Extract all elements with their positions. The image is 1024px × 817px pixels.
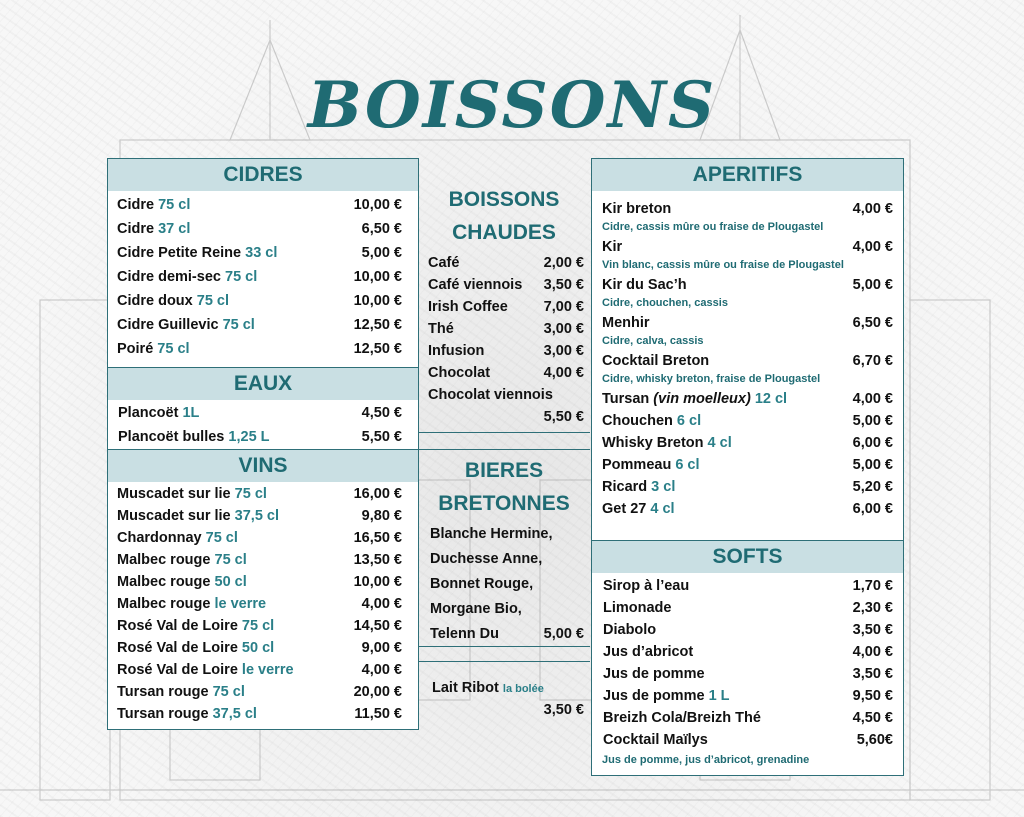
- list-item: [108, 313, 418, 337]
- beer-name: Telenn Du: [430, 626, 500, 642]
- item-price: 4,00 €: [852, 644, 893, 660]
- vins-list: [108, 482, 418, 725]
- list-item: [592, 641, 903, 663]
- item-price: 10,00 €: [353, 574, 402, 590]
- item-note: Cidre, chouchen, cassis: [602, 297, 728, 309]
- item-price: 4,00 €: [852, 239, 893, 255]
- list-item: [418, 622, 590, 647]
- item-name: Chocolat viennois: [428, 387, 553, 403]
- item-volume: 37,5 cl: [234, 508, 279, 524]
- item-name: Diabolo: [603, 622, 657, 638]
- item-name: Cidre doux: [117, 293, 197, 309]
- item-price: 6,50 €: [361, 221, 402, 237]
- item-name: Pommeau: [602, 457, 676, 473]
- item-volume: 37 cl: [158, 221, 191, 237]
- cidres-section: [107, 158, 419, 369]
- item-volume: 3 cl: [651, 479, 676, 495]
- item-price: 20,00 €: [353, 684, 402, 700]
- list-item: [592, 663, 903, 685]
- item-price: 3,50 €: [543, 702, 584, 718]
- item-price: 6,70 €: [852, 353, 893, 369]
- item-price: 5,50 €: [543, 409, 584, 425]
- softs-note: Jus de pomme, jus d’abricot, grenadine: [602, 754, 810, 766]
- bieres-heading-1: BIERES: [464, 459, 544, 482]
- item-price: 6,00 €: [852, 501, 893, 517]
- item-name: Jus de pomme: [603, 666, 705, 682]
- item-name: Plancoët bulles: [118, 429, 229, 445]
- list-item: [592, 432, 903, 454]
- item-price: 3,50 €: [543, 277, 584, 293]
- bieres-heading-2: BRETONNES: [438, 492, 570, 515]
- item-volume: 75 cl: [205, 530, 238, 546]
- chaudes-heading-1: BOISSONS: [448, 188, 560, 211]
- item-volume: 75 cl: [214, 552, 247, 568]
- item-price: 9,50 €: [852, 688, 893, 704]
- item-volume: 75 cl: [158, 197, 191, 213]
- list-item: [418, 699, 590, 721]
- list-item: [108, 337, 418, 361]
- item-volume: 33 cl: [245, 245, 278, 261]
- list-item: [108, 505, 418, 527]
- cidres-list: [108, 191, 418, 361]
- page-title: BOISSONS: [307, 68, 717, 143]
- list-item: [108, 549, 418, 571]
- item-volume: 75 cl: [241, 618, 275, 634]
- item-volume: 1,25 L: [228, 429, 270, 445]
- item-volume: 1 L: [708, 688, 730, 704]
- item-name: Cidre demi-sec: [117, 269, 225, 285]
- list-item: [592, 619, 903, 641]
- list-item: [418, 340, 590, 362]
- item-name: Muscadet sur lie: [117, 508, 235, 524]
- item-price: 4,00 €: [361, 662, 402, 678]
- list-item: [108, 703, 418, 725]
- item-volume: 12 cl: [750, 391, 788, 407]
- item-price: 12,50 €: [353, 317, 402, 333]
- item-name: Rosé Val de Loire: [117, 640, 242, 656]
- softs-section: [591, 540, 904, 776]
- item-name: Thé: [428, 321, 454, 337]
- list-item: [418, 597, 590, 622]
- item-price: 16,50 €: [353, 530, 402, 546]
- item-volume: 6 cl: [675, 457, 700, 473]
- eaux-list: [108, 400, 418, 449]
- item-name: Muscadet sur lie: [117, 486, 235, 502]
- list-item: [108, 527, 418, 549]
- list-item: [418, 362, 590, 384]
- eaux-heading: EAUX: [108, 368, 418, 400]
- item-name: Chardonnay: [117, 530, 206, 546]
- list-item: [592, 410, 903, 432]
- softs-list: [592, 573, 903, 751]
- list-item: [592, 236, 903, 258]
- list-item: [418, 296, 590, 318]
- bieres-section: [418, 454, 590, 647]
- item-name: Rosé Val de Loire: [117, 662, 242, 678]
- item-price: 4,50 €: [852, 710, 893, 726]
- item-price: 3,00 €: [543, 343, 584, 359]
- item-name: Breizh Cola/Breizh Thé: [603, 710, 761, 726]
- item-volume: 75 cl: [225, 269, 258, 285]
- list-item: [108, 483, 418, 505]
- list-item: [592, 312, 903, 334]
- chaudes-heading-2: CHAUDES: [452, 221, 556, 244]
- divider: [418, 646, 590, 647]
- item-name: Poiré: [117, 341, 158, 357]
- list-item: [108, 637, 418, 659]
- item-volume: 4 cl: [707, 435, 732, 451]
- item-price: 10,00 €: [353, 197, 402, 213]
- item-price: 6,50 €: [852, 315, 893, 331]
- item-unit: la bolée: [502, 683, 544, 695]
- item-style: (vin moelleux): [653, 391, 751, 407]
- item-name: Menhir: [602, 315, 650, 331]
- item-price: 14,50 €: [353, 618, 402, 634]
- item-price: 6,00 €: [852, 435, 893, 451]
- beer-name: Duchesse Anne,: [430, 551, 543, 567]
- item-name: Ricard: [602, 479, 652, 495]
- item-name: Cocktail Breton: [602, 353, 710, 369]
- item-name: Jus de pomme: [603, 688, 709, 704]
- item-price: 4,00 €: [543, 365, 584, 381]
- list-item: [592, 476, 903, 498]
- item-price: 3,50 €: [852, 622, 893, 638]
- item-name: Limonade: [603, 600, 672, 616]
- bieres-list: [418, 522, 590, 647]
- item-name: Kir du Sac’h: [602, 277, 687, 293]
- item-volume: 75 cl: [222, 317, 255, 333]
- aperitifs-heading: APERITIFS: [592, 159, 903, 191]
- list-item: [108, 615, 418, 637]
- item-price: 3,00 €: [543, 321, 584, 337]
- item-name: Chouchen: [602, 413, 677, 429]
- beer-name: Bonnet Rouge,: [430, 576, 534, 592]
- item-name: Tursan rouge: [117, 684, 213, 700]
- list-item: [108, 659, 418, 681]
- list-item: [108, 593, 418, 615]
- list-item: [418, 547, 590, 572]
- item-price: 2,30 €: [852, 600, 893, 616]
- item-name: Tursan rouge: [117, 706, 213, 722]
- item-name: Cidre: [117, 197, 159, 213]
- item-price: 5,50 €: [361, 429, 402, 445]
- item-name: Malbec rouge: [117, 574, 215, 590]
- item-name: Chocolat: [428, 365, 491, 381]
- item-price: 13,50 €: [353, 552, 402, 568]
- item-price: 7,00 €: [543, 299, 584, 315]
- list-item: [418, 677, 590, 699]
- item-name: Sirop à l’eau: [603, 578, 690, 594]
- list-item: [592, 729, 903, 751]
- aperitifs-list: [592, 191, 903, 388]
- item-price: 9,00 €: [361, 640, 402, 656]
- item-note: Cidre, calva, cassis: [602, 335, 704, 347]
- list-item: [592, 198, 903, 220]
- lait-section: [418, 677, 590, 721]
- item-price: 9,80 €: [361, 508, 402, 524]
- item-name: Malbec rouge: [117, 552, 215, 568]
- item-price: 10,00 €: [353, 269, 402, 285]
- list-item: [592, 274, 903, 296]
- eaux-section: [107, 367, 419, 451]
- list-item: [108, 425, 418, 449]
- item-price: 4,50 €: [361, 405, 402, 421]
- list-item: [418, 572, 590, 597]
- item-name: Cidre Guillevic: [117, 317, 223, 333]
- item-note: Cidre, cassis mûre ou fraise de Plougastel: [602, 221, 824, 233]
- list-item: [592, 707, 903, 729]
- list-item: [592, 350, 903, 372]
- item-volume: 75 cl: [196, 293, 230, 309]
- item-price: 4,00 €: [361, 596, 402, 612]
- list-item: [418, 384, 590, 406]
- item-volume: 75 cl: [234, 486, 267, 502]
- softs-heading: SOFTS: [592, 541, 903, 573]
- item-volume: 37,5 cl: [212, 706, 257, 722]
- list-item: [418, 274, 590, 296]
- item-name: Tursan: [602, 391, 654, 407]
- item-price: 5,00 €: [361, 245, 402, 261]
- item-name: Café viennois: [428, 277, 523, 293]
- item-volume: 1L: [182, 405, 200, 421]
- list-item: [108, 401, 418, 425]
- item-name: Café: [428, 255, 460, 271]
- divider: [418, 449, 590, 450]
- item-price: 16,00 €: [353, 486, 402, 502]
- item-name: Kir: [602, 239, 623, 255]
- aperitifs-section: [591, 158, 904, 542]
- list-item: [108, 217, 418, 241]
- item-volume: 75 cl: [212, 684, 245, 700]
- vins-heading: VINS: [108, 450, 418, 482]
- vins-section: [107, 449, 419, 730]
- item-name: Whisky Breton: [602, 435, 708, 451]
- item-price: 4,00 €: [852, 391, 893, 407]
- list-item: [592, 498, 903, 520]
- item-volume: 75 cl: [157, 341, 190, 357]
- item-name: Infusion: [428, 343, 485, 359]
- list-item: [418, 252, 590, 274]
- list-item: [418, 522, 590, 547]
- list-item: [108, 289, 418, 313]
- item-name: Malbec rouge: [117, 596, 215, 612]
- item-name: Cocktail Maïlys: [603, 732, 708, 748]
- list-item: [108, 571, 418, 593]
- item-volume: le verre: [241, 662, 294, 678]
- item-name: Irish Coffee: [428, 299, 508, 315]
- item-volume: 50 cl: [241, 640, 275, 656]
- item-name: Plancoët: [118, 405, 183, 421]
- item-price: 5,60€: [856, 732, 893, 748]
- item-price: 5,00 €: [852, 413, 893, 429]
- list-item: [592, 597, 903, 619]
- item-name: Lait Ribot: [432, 680, 503, 696]
- item-price: 11,50 €: [354, 706, 402, 722]
- list-item: [592, 454, 903, 476]
- item-volume: le verre: [214, 596, 267, 612]
- item-name: Kir breton: [602, 201, 672, 217]
- item-price: 12,50 €: [353, 341, 402, 357]
- chaudes-list: [418, 252, 590, 384]
- item-price: 5,00 €: [852, 277, 893, 293]
- item-volume: 4 cl: [650, 501, 675, 517]
- list-item: [418, 318, 590, 340]
- item-volume: 50 cl: [214, 574, 247, 590]
- item-volume: 6 cl: [676, 413, 702, 429]
- item-note: Vin blanc, cassis mûre ou fraise de Plougastel: [602, 259, 844, 271]
- item-note: Cidre, whisky breton, fraise de Plougastel: [602, 373, 821, 385]
- item-price: 2,00 €: [543, 255, 584, 271]
- item-price: 1,70 €: [852, 578, 893, 594]
- item-name: Get 27: [602, 501, 651, 517]
- item-name: Cidre Petite Reine: [117, 245, 246, 261]
- list-item: [108, 681, 418, 703]
- item-price: 5,00 €: [543, 626, 584, 642]
- list-item: [108, 193, 418, 217]
- item-name: Rosé Val de Loire: [117, 618, 242, 634]
- list-item: [592, 685, 903, 707]
- list-item: [592, 388, 903, 410]
- item-price: 5,20 €: [852, 479, 893, 495]
- cidres-heading: CIDRES: [108, 159, 418, 191]
- divider: [418, 432, 590, 433]
- divider: [418, 661, 590, 662]
- aperitifs-more-list: [592, 410, 903, 520]
- item-name: Jus d’abricot: [603, 644, 694, 660]
- item-price: 5,00 €: [852, 457, 893, 473]
- list-item: [108, 265, 418, 289]
- beer-name: Blanche Hermine,: [430, 526, 553, 542]
- list-item: [418, 406, 590, 428]
- chaudes-section: [418, 183, 590, 428]
- list-item: [592, 575, 903, 597]
- item-price: 4,00 €: [852, 201, 893, 217]
- beer-name: Morgane Bio,: [430, 601, 522, 617]
- list-item: [108, 241, 418, 265]
- item-price: 10,00 €: [353, 293, 402, 309]
- item-name: Cidre: [117, 221, 159, 237]
- item-price: 3,50 €: [852, 666, 893, 682]
